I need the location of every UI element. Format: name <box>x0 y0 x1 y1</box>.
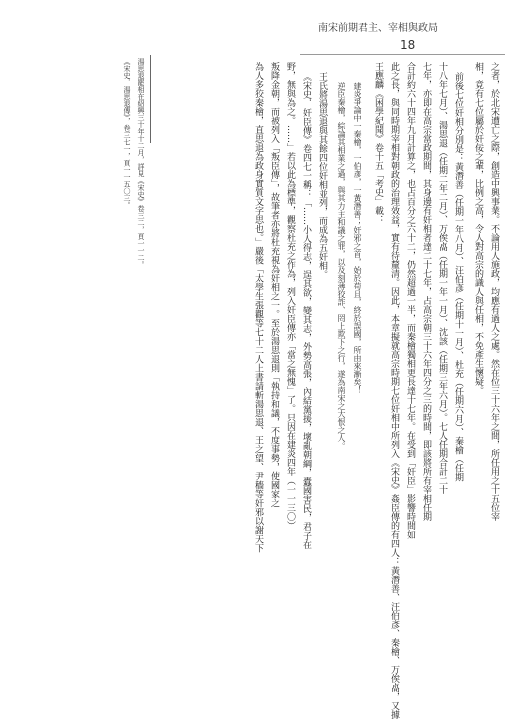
body-line: 相，竟有七位屬於奸佞之輩，比例之高，令人對高宗的識人與任相，不免產生懷疑。 <box>473 62 483 395</box>
body-line: 前後七位奸相分別是：黃潛善（任期一年八月）、汪伯彥（任期十一月）、杜充（任期六月）、秦檜（任期 <box>453 72 463 482</box>
body-line: 叛降金朝，而被列入「叛臣傳」，故筆者亦將杜充視為奸相之一。至於湯思退則「執持和議，不度事勢，使國家之 <box>269 62 279 508</box>
footnote-divider <box>150 55 151 143</box>
body-line: 王氏將湯思退與其餘四位奸相並列，而成為五奸相。 <box>317 72 327 279</box>
body-line: 七年，亦即在高宗當政期間，其身邊有奸相者達二十七年，占高宗朝三十六年四分之三的時間，即該將所有宰相任期 <box>421 62 431 521</box>
footnote-line: 《宋史．湯思退傳》，卷三七一，頁一一五〇三。 <box>123 58 131 209</box>
running-header <box>300 22 505 55</box>
footnote-line: 湯思退罷相在紹興三十年十二月，詳見《宋史》卷三二，頁一一二。 <box>137 58 145 268</box>
body-line: 《宋史．奸臣傳》卷四七一稱：「……小人得志，逞其欲，變其志，外勢高張，內結黨援，壞亂朝綱，蠹國害民，君子在 <box>301 72 311 549</box>
body-line: 合計約六十四年九月計算之，也占百分之六十二，仍然超過一半，而秦檜獨相更長達十七年。在受到「奸臣」影響時間如 <box>405 62 415 539</box>
body-line: 為人多狡秦檜，直思退為政身實質文字思也。」嚴後「太學生張觀等七十二人上書請斬湯思退、王之望、尹穡等奸邪以謝天下 <box>253 62 263 553</box>
body-line: 野，無與為之。……」若以此為標準，觀察杜充之作為，列入奸臣傳亦「當之無愧」了。只因在建炎四年（一一三〇） <box>285 62 295 530</box>
running-title: 南宋前期君主、宰相與政局 <box>318 23 438 34</box>
quote-line: 逆臣秦檜，綜論其相業之過，與其力主和議之罪，以及刻薄狡詐、罔上欺下之行，遂為南宋之大恨之人。 <box>337 82 346 450</box>
body-line: 十八年七月）、湯思退（任期二年二月）、万俟卨（任期一年一月）、沈該（任期三年六月）。七人任期合計二十 <box>437 62 447 494</box>
body-line: 此之長，與同時期宰相對朝政的治理效益，實有待釐清。因此，本章擬就高宗時期七位奸相中所列入《宋史》姦臣傳的有四人：黃潛善、汪伯彥、秦檜、万俟卨，又據 <box>389 62 399 719</box>
page-number: 18 <box>400 38 416 52</box>
quote-line: 建炎爭論中一秦檜，一伯彥，一黃潛善；奸邪之首，始於苟且，終於誤國，所由來漸矣！ <box>353 82 362 394</box>
body-line: 之者，於北宋遭亡之際，創造中興事業。不論用人施政，均應有過人之處。然在位三十六年之間，所任用之十五位宰 <box>489 62 499 521</box>
body-line: 王應麟《困學紀聞》卷十五「考史」載： <box>373 62 383 224</box>
